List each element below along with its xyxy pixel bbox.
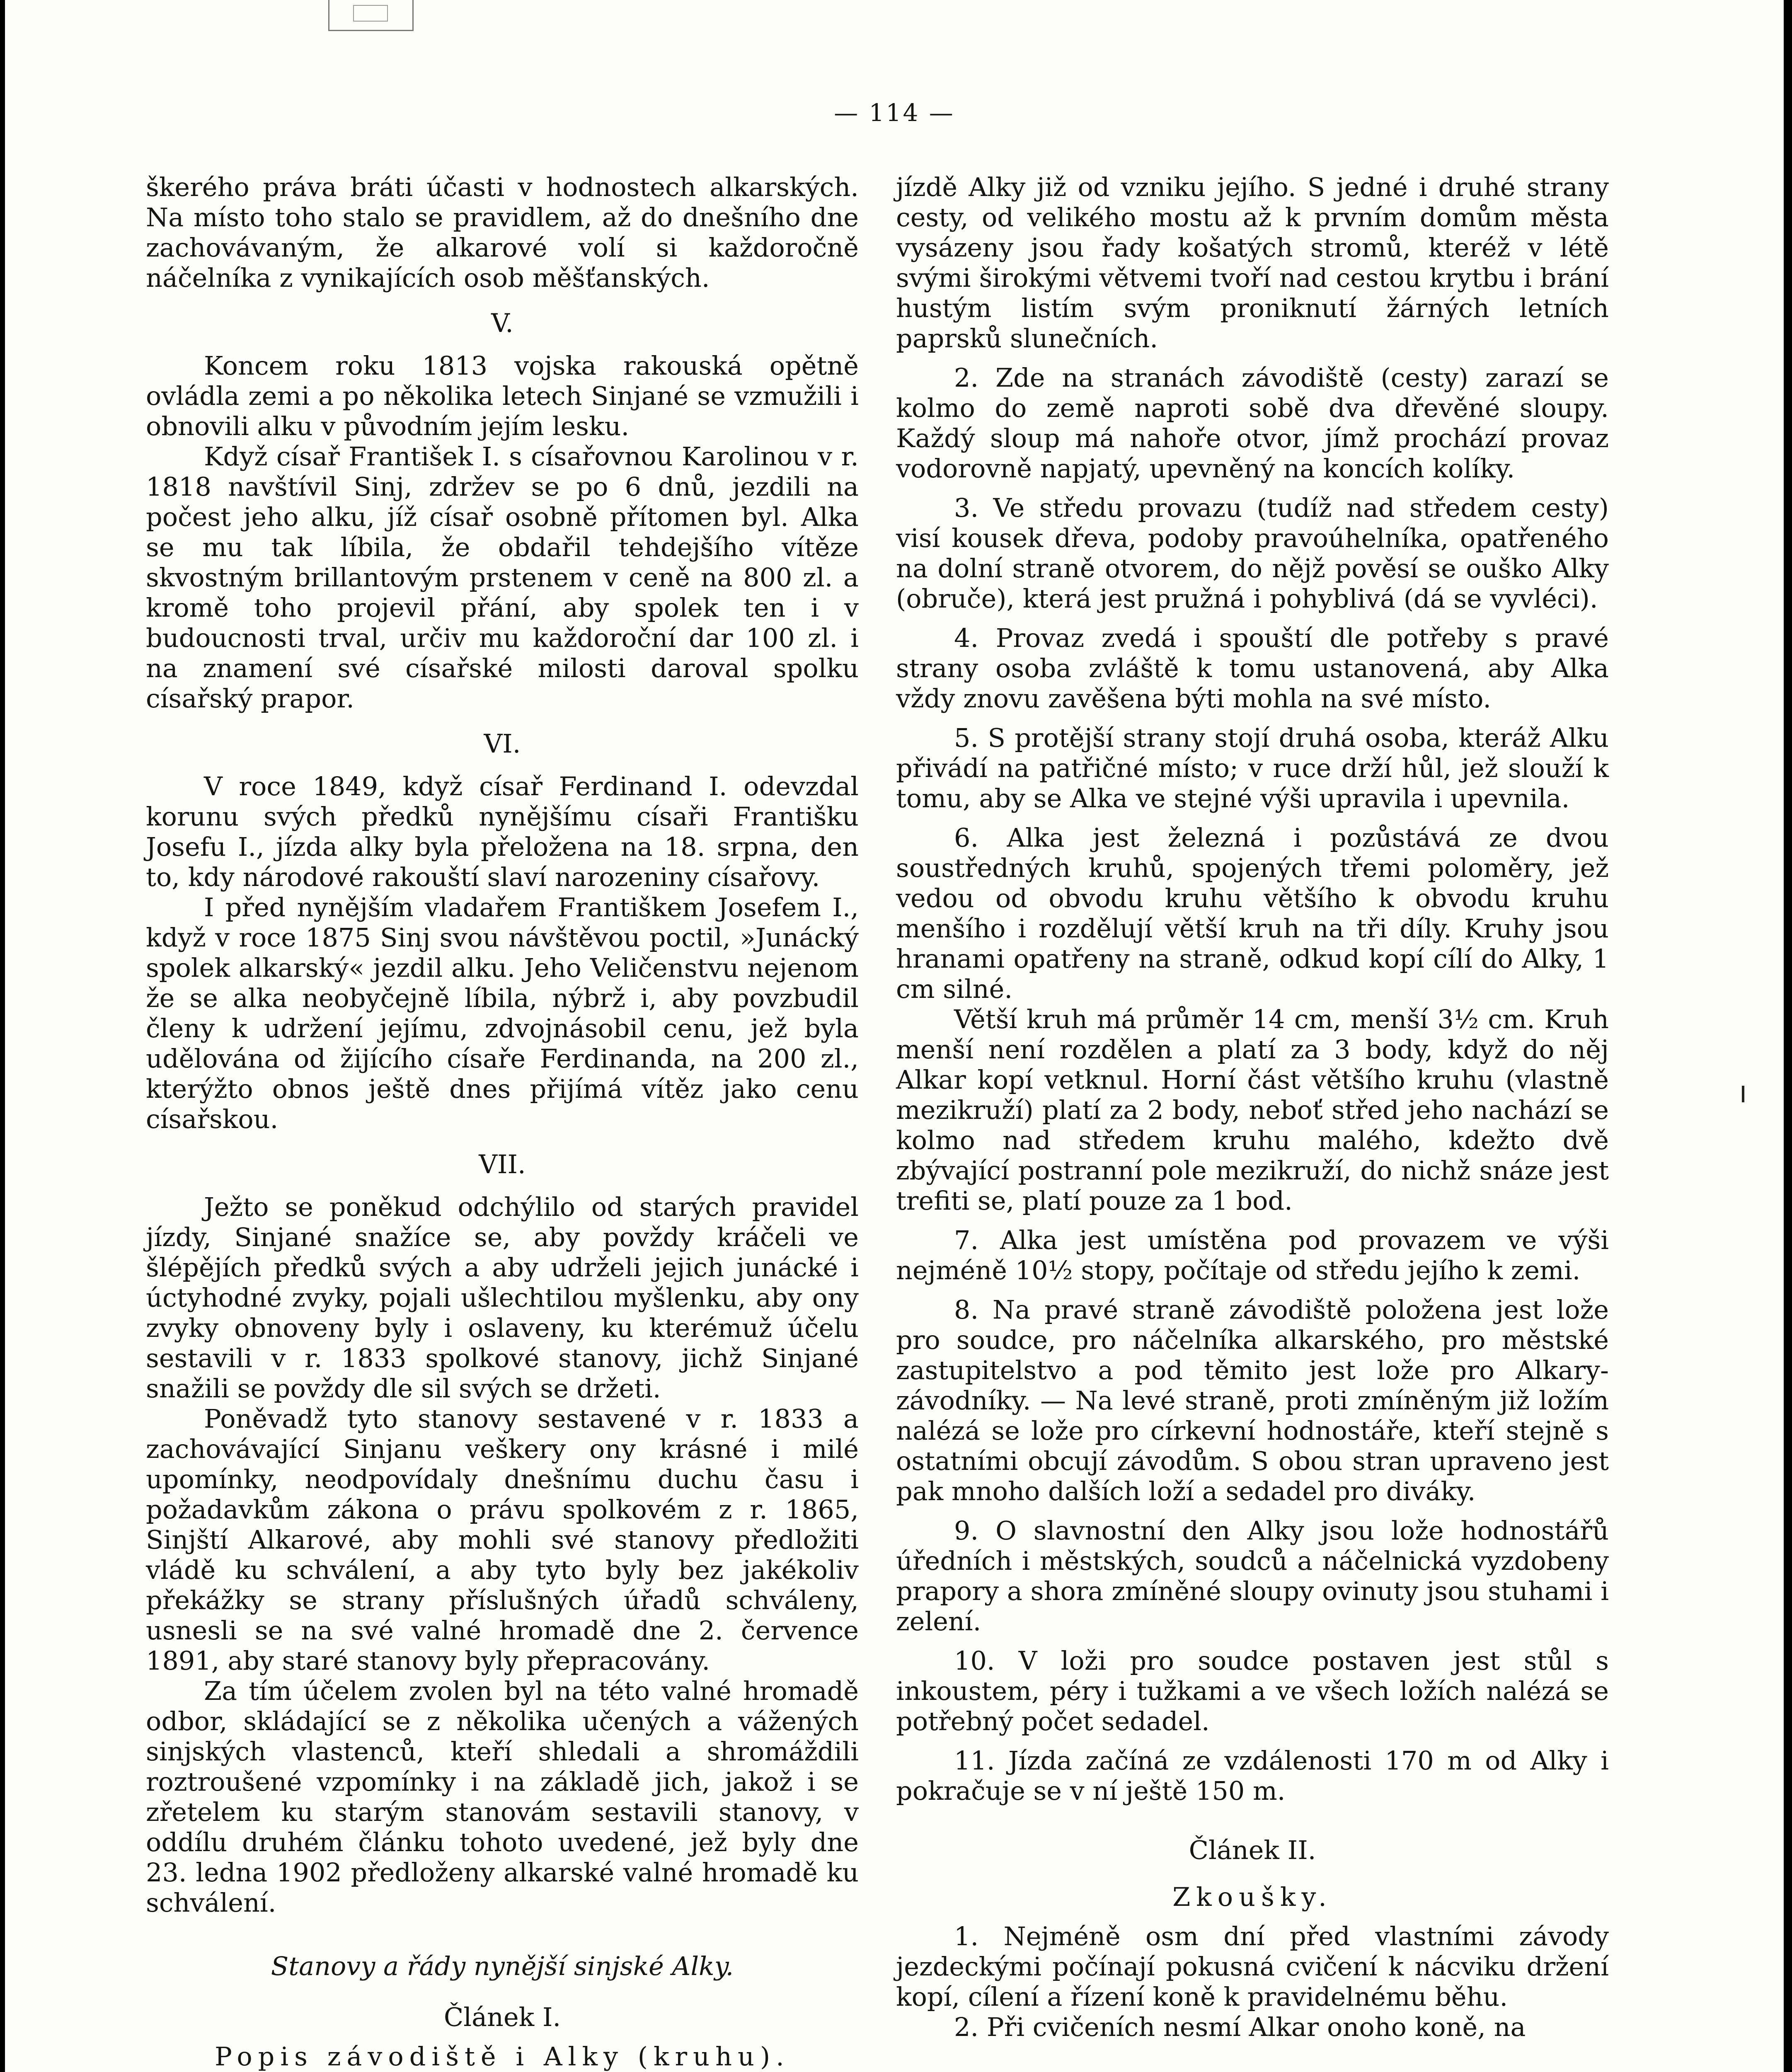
section-heading: VII. (479, 1149, 526, 1179)
paragraph: 10. V loži pro soudce postaven jest stůl s inkoustem, péry i tužkami a ve všech ložích nalézá se potřebný počet sedadel. (896, 1646, 1609, 1736)
paragraph: I před nynějším vladařem Františkem Josefem I., když v roce 1875 Sinj svou návštěvou poctil, »Junácký spolek alkarský« jezdil alku. Jeho Veličenstvu nejenom že se alka neobyčejně líbila, nýbrž i, aby povzbudil členy k udržení jejímu, zdvojnásobil cenu, jež byla udělována od žijícího císaře Ferdinanda, na 200 zl., kterýžto obnos ještě dnes přijímá vítěz jako cenu císařskou. (146, 892, 859, 1134)
paragraph: Větší kruh má průměr 14 cm, menší 3½ cm. Kruh menší není rozdělen a platí za 3 body, když do něj Alkar kopí vetknul. Horní část většího kruhu (vlastně mezikruží) platí za 2 body, neboť střed jeho nachází se kolmo nad středem kruhu malého, kdežto dvě zbývající postranní pole mezikruží, do nichž snáze jest trefiti se, platí pouze za 1 bod. (896, 1004, 1609, 1216)
paragraph: 2. Zde na stranách závodiště (cesty) zarazí se kolmo do země naproti sobě dva dřevěné sloupy. Každý sloup má nahoře otvor, jímž prochází provaz vodorovně napjatý, upevněný na koncích kolíky. (896, 363, 1609, 484)
paragraph: 3. Ve středu provazu (tudíž nad středem cesty) visí kousek dřeva, podoby pravoúhelníka, opatřeného na dolní straně otvorem, do nějž pověsí se ouško Alky (obruče), která jest pružná i pohyblivá (dá se vyvléci). (896, 493, 1609, 614)
statutes-title: Stanovy a řády nynější sinjské Alky. (271, 1951, 734, 1981)
paragraph: 6. Alka jest železná i pozůstává ze dvou soustředných kruhů, spojených třemi poloměry, jež vedou od obvodu kruhu většího k obvodu kruhu menšího i rozdělují větší kruh na tři díly. Kruhy jsou hranami opatřeny na straně, odkud kopí cílí do Alky, 1 cm silné. (896, 823, 1609, 1004)
paragraph: 5. S protější strany stojí druhá osoba, kteráž Alku přivádí na patřičné místo; v ruce drží hůl, jež slouží k tomu, aby se Alka ve stejné výši upravila i upevnila. (896, 723, 1609, 813)
paragraph: 7. Alka jest umístěna pod provazem ve výši nejméně 10½ stopy, počítaje od středu jejího k zemi. (896, 1225, 1609, 1285)
paragraph: V roce 1849, když císař Ferdinand I. odevzdal korunu svých předků nynějšímu císaři Františku Josefu I., jízda alky byla přeložena na 18. srpna, den to, kdy národové rakouští slaví narozeniny císařovy. (146, 771, 859, 892)
margin-mark (1742, 1086, 1744, 1102)
section-heading: V. (491, 308, 513, 338)
article-subheading: Zkoušky. (1172, 1882, 1332, 1912)
paragraph: škerého práva bráti účasti v hodnostech alkarských. Na místo toho stalo se pravidlem, až do dnešního dne zachovávaným, že alkarové volí si každoročně náčelníka z vynikajících osob měšťanských. (146, 172, 859, 293)
section-heading: VI. (484, 729, 521, 759)
left-column (146, 172, 859, 2072)
paragraph: Koncem roku 1813 vojska rakouská opětně ovládla zemi a po několika letech Sinjané se vzmužili i obnovili alku v původním jejím lesku. (146, 351, 859, 441)
article-heading: Článek I. (443, 2002, 561, 2032)
paragraph: 9. O slavnostní den Alky jsou lože hodnostářů úředních i městských, soudců a náčelnická vyzdobeny prapory a shora zmíněné sloupy ovinuty jsou stuhami i zelení. (896, 1515, 1609, 1636)
paragraph: Za tím účelem zvolen byl na této valné hromadě odbor, skládající se z několika učených a vážených sinjských vlastenců, kteří shledali a shromáždili roztroušené vzpomínky i na základě jich, jakož i se zřetelem ku starým stanovám sestavili stanovy, v oddílu druhém článku tohoto uvedené, jež byly dne 23. ledna 1902 předloženy alkarské valné hromadě ku schválení. (146, 1676, 859, 1918)
page-number: — 114 — (834, 99, 955, 127)
paragraph: Poněvadž tyto stanovy sestavené v r. 1833 a zachovávající Sinjanu veškery ony krásné i milé upomínky, neodpovídaly dnešnímu duchu času i požadavkům zákona o právu spolkovém z r. 1865, Sinjští Alkarové, aby mohli své stanovy předložiti vládě ku schválení, a aby tyto byly bez jakékoliv překážky se strany příslušných úřadů schváleny, usnesli se na své valné hromadě dne 2. července 1891, aby staré stanovy byly přepracovány. (146, 1404, 859, 1676)
paragraph: 8. Na pravé straně závodiště položena jest lože pro soudce, pro náčelníka alkarského, pro městské zastupitelstvo a pod těmito jest lože pro Alkary-závodníky. — Na levé straně, proti zmíněným již ložím nalézá se lože pro církevní hodnostáře, kteří stejně s ostatními obcují závodům. S obou stran upraveno jest pak mnoho dalších loží a sedadel pro diváky. (896, 1295, 1609, 1506)
article-heading: Článek II. (1189, 1835, 1316, 1865)
paragraph: 2. Při cvičeních nesmí Alkar onoho koně, na (954, 2012, 1526, 2042)
scan-artifact-inner (353, 5, 388, 22)
paragraph: 1. Nejméně osm dní před vlastními závody jezdeckými počínají pokusná cvičení k nácviku držení kopí, cílení a řízení koně k pravidelnému běhu. (896, 1921, 1609, 2012)
right-column (896, 172, 1609, 2042)
paragraph: Ježto se poněkud odchýlilo od starých pravidel jízdy, Sinjané snažíce se, aby povždy kráčeli ve šlépějích předků svých a aby udrželi jejich junácké i úctyhodné zvyky, pojali ušlechtilou myšlenku, aby ony zvyky obnoveny byly i oslaveny, ku kterémuž účelu sestavili v r. 1833 spolkové stanovy, jichž Sinjané snažili se povždy dle sil svých se držeti. (146, 1192, 859, 1404)
paragraph: 4. Provaz zvedá i spouští dle potřeby s pravé strany osoba zvláště k tomu ustanovená, aby Alka vždy znovu zavěšena býti mohla na své místo. (896, 623, 1609, 714)
scanned-page (5, 0, 1784, 2072)
paragraph: 11. Jízda začíná ze vzdálenosti 170 m od Alky i pokračuje se v ní ještě 150 m. (896, 1745, 1609, 1806)
article-subheading: Popis závodiště i Alky (kruhu). (215, 2041, 790, 2072)
paragraph: Když císař František I. s císařovnou Karolinou v r. 1818 navštívil Sinj, zdržev se po 6 dnů, jezdili na počest jeho alku, jíž císař osobně přítomen byl. Alka se mu tak líbila, že obdařil tehdejšího vítěze skvostným brillantovým prstenem v ceně na 800 zl. a kromě toho projevil přání, aby spolek ten i v budoucnosti trval, určiv mu každoroční dar 100 zl. i na znamení své císařské milosti daroval spolku císařský prapor. (146, 441, 859, 714)
paragraph: jízdě Alky již od vzniku jejího. S jedné i druhé strany cesty, od velikého mostu až k prvním domům města vysázeny jsou řady košatých stromů, kteréž v létě svými širokými větvemi tvoří nad cestou krytbu i brání hustým listím svým proniknutí žárných letních paprsků slunečních. (896, 172, 1609, 353)
